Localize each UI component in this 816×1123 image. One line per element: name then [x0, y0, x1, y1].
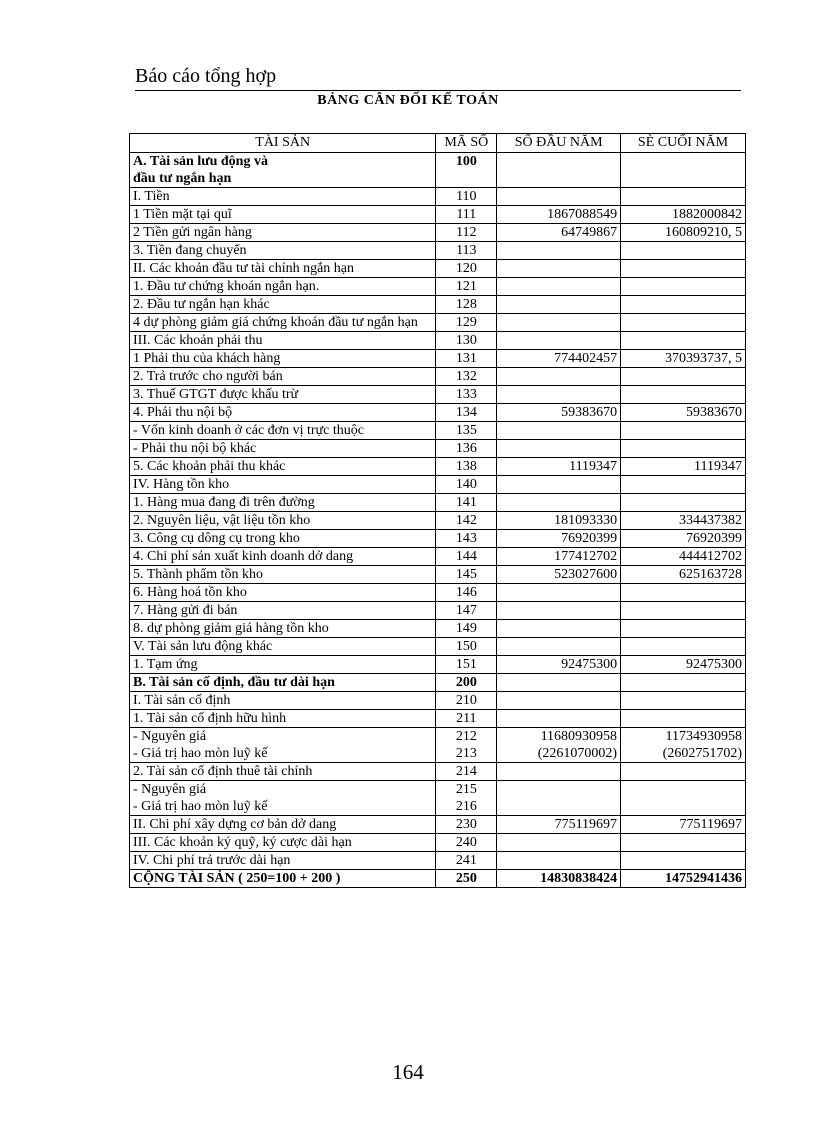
cell-code: 250 [436, 870, 497, 888]
cell-start-of-year [497, 296, 621, 314]
cell-start-of-year [497, 763, 621, 781]
table-row [130, 296, 746, 314]
cell-end-of-year [621, 332, 746, 350]
table-row [130, 206, 746, 224]
cell-code: 210 [436, 692, 497, 710]
cell-code: 241 [436, 852, 497, 870]
cell-code: 141 [436, 494, 497, 512]
cell-item: - Nguyên giá - Giá trị hao mòn luỹ kế [130, 781, 436, 816]
cell-code: 200 [436, 674, 497, 692]
table-row [130, 548, 746, 566]
cell-start-of-year: 92475300 [497, 656, 621, 674]
cell-code: 230 [436, 816, 497, 834]
cell-start-of-year: 181093330 [497, 512, 621, 530]
cell-code: 134 [436, 404, 497, 422]
cell-item: 7. Hàng gửi đi bán [130, 602, 436, 620]
table-row [130, 566, 746, 584]
cell-item: 1. Hàng mua đang đi trên đường [130, 494, 436, 512]
cell-item: II. Chi phí xây dựng cơ bản dở dang [130, 816, 436, 834]
cell-start-of-year: 59383670 [497, 404, 621, 422]
cell-start-of-year [497, 188, 621, 206]
cell-item: 4 dự phòng giảm giá chứng khoán đầu tư ngắn hạn [130, 314, 436, 332]
table-row [130, 781, 746, 816]
cell-end-of-year [621, 188, 746, 206]
table-row [130, 224, 746, 242]
cell-end-of-year [621, 260, 746, 278]
cell-start-of-year [497, 260, 621, 278]
cell-start-of-year [497, 494, 621, 512]
cell-end-of-year [621, 710, 746, 728]
cell-end-of-year [621, 763, 746, 781]
cell-item: 6. Hàng hoá tồn kho [130, 584, 436, 602]
table-row [130, 332, 746, 350]
cell-item: V. Tài sản lưu động khác [130, 638, 436, 656]
column-header-end-of-year: SÈ CUỐI NĂM [621, 134, 746, 153]
cell-end-of-year [621, 278, 746, 296]
cell-item: III. Các khoản ký quỹ, ký cược dài hạn [130, 834, 436, 852]
table-row [130, 692, 746, 710]
cell-start-of-year: 1867088549 [497, 206, 621, 224]
cell-code: 131 [436, 350, 497, 368]
cell-start-of-year [497, 422, 621, 440]
cell-end-of-year [621, 602, 746, 620]
cell-item: 2. Nguyên liệu, vật liệu tồn kho [130, 512, 436, 530]
cell-item: 3. Thuế GTGT được khấu trừ [130, 386, 436, 404]
cell-code: 146 [436, 584, 497, 602]
table-row [130, 728, 746, 763]
cell-end-of-year: 370393737, 5 [621, 350, 746, 368]
cell-code: 136 [436, 440, 497, 458]
cell-start-of-year [497, 781, 621, 816]
cell-code: 113 [436, 242, 497, 260]
cell-code: 133 [436, 386, 497, 404]
cell-start-of-year [497, 314, 621, 332]
cell-start-of-year [497, 332, 621, 350]
cell-item: 4. Chi phí sản xuất kinh doanh dở dang [130, 548, 436, 566]
table-row [130, 350, 746, 368]
cell-start-of-year [497, 834, 621, 852]
column-header-start-of-year: SỐ ĐẦU NĂM [497, 134, 621, 153]
table-row [130, 242, 746, 260]
cell-end-of-year: 14752941436 [621, 870, 746, 888]
cell-code: 149 [436, 620, 497, 638]
cell-item: IV. Chi phí trả trước dài hạn [130, 852, 436, 870]
cell-start-of-year [497, 602, 621, 620]
cell-end-of-year [621, 386, 746, 404]
cell-item: 2. Tài sản cố định thuê tài chính [130, 763, 436, 781]
cell-start-of-year: 775119697 [497, 816, 621, 834]
cell-start-of-year [497, 440, 621, 458]
cell-item: - Nguyên giá - Giá trị hao mòn luỹ kế [130, 728, 436, 763]
cell-end-of-year [621, 422, 746, 440]
cell-item: 8. dự phòng giảm giá hàng tồn kho [130, 620, 436, 638]
cell-start-of-year [497, 368, 621, 386]
table-row [130, 638, 746, 656]
cell-item: 5. Các khoản phải thu khác [130, 458, 436, 476]
cell-code: 140 [436, 476, 497, 494]
cell-end-of-year: 11734930958 (2602751702) [621, 728, 746, 763]
cell-item: IV. Hàng tồn kho [130, 476, 436, 494]
cell-end-of-year [621, 494, 746, 512]
cell-start-of-year [497, 638, 621, 656]
cell-end-of-year [621, 242, 746, 260]
table-row [130, 260, 746, 278]
cell-end-of-year: 334437382 [621, 512, 746, 530]
cell-code: 110 [436, 188, 497, 206]
cell-start-of-year: 64749867 [497, 224, 621, 242]
cell-item: - Vốn kinh doanh ở các đơn vị trực thuộc [130, 422, 436, 440]
cell-item: II. Các khoản đầu tư tài chính ngắn hạn [130, 260, 436, 278]
table-row [130, 870, 746, 888]
cell-end-of-year [621, 296, 746, 314]
table-row [130, 512, 746, 530]
cell-start-of-year [497, 710, 621, 728]
cell-item: 4. Phải thu nội bộ [130, 404, 436, 422]
cell-end-of-year: 444412702 [621, 548, 746, 566]
cell-item: B. Tài sản cố định, đầu tư dài hạn [130, 674, 436, 692]
cell-item: 1. Tạm ứng [130, 656, 436, 674]
cell-start-of-year: 11680930958 (2261070002) [497, 728, 621, 763]
cell-start-of-year [497, 476, 621, 494]
table-row [130, 188, 746, 206]
cell-code: 121 [436, 278, 497, 296]
cell-code: 215 216 [436, 781, 497, 816]
cell-end-of-year [621, 440, 746, 458]
cell-end-of-year [621, 620, 746, 638]
cell-code: 151 [436, 656, 497, 674]
cell-start-of-year: 774402457 [497, 350, 621, 368]
cell-start-of-year: 177412702 [497, 548, 621, 566]
cell-code: 214 [436, 763, 497, 781]
cell-end-of-year [621, 638, 746, 656]
document-title: BẢNG CÂN ĐỐI KẾ TOÁN [317, 93, 499, 108]
cell-code: 143 [436, 530, 497, 548]
cell-end-of-year [621, 476, 746, 494]
cell-code: 240 [436, 834, 497, 852]
table-header-row [130, 134, 746, 153]
table-row [130, 602, 746, 620]
cell-item: III. Các khoản phải thu [130, 332, 436, 350]
cell-code: 129 [436, 314, 497, 332]
cell-item: 1. Tài sản cố định hữu hình [130, 710, 436, 728]
table-row [130, 584, 746, 602]
cell-item: A. Tài sản lưu động và đầu tư ngắn hạn [130, 153, 436, 188]
header-divider [135, 90, 741, 91]
cell-end-of-year: 59383670 [621, 404, 746, 422]
cell-code: 132 [436, 368, 497, 386]
table-row [130, 763, 746, 781]
cell-start-of-year [497, 153, 621, 188]
table-row [130, 476, 746, 494]
cell-code: 212 213 [436, 728, 497, 763]
cell-code: 130 [436, 332, 497, 350]
cell-end-of-year: 775119697 [621, 816, 746, 834]
cell-end-of-year [621, 852, 746, 870]
cell-item: 5. Thành phẩm tồn kho [130, 566, 436, 584]
table-row [130, 816, 746, 834]
cell-start-of-year: 523027600 [497, 566, 621, 584]
cell-start-of-year [497, 584, 621, 602]
table-row [130, 710, 746, 728]
table-row [130, 153, 746, 188]
cell-code: 150 [436, 638, 497, 656]
cell-item: 2. Đầu tư ngắn hạn khác [130, 296, 436, 314]
table-row [130, 834, 746, 852]
cell-code: 211 [436, 710, 497, 728]
table-row [130, 314, 746, 332]
cell-item: CỘNG TÀI SẢN ( 250=100 + 200 ) [130, 870, 436, 888]
cell-end-of-year [621, 314, 746, 332]
table-row [130, 278, 746, 296]
table-row [130, 440, 746, 458]
cell-start-of-year: 76920399 [497, 530, 621, 548]
table-row [130, 404, 746, 422]
table-row [130, 620, 746, 638]
cell-end-of-year: 625163728 [621, 566, 746, 584]
cell-code: 138 [436, 458, 497, 476]
cell-start-of-year [497, 242, 621, 260]
page-number: 164 [392, 1060, 424, 1084]
cell-start-of-year [497, 386, 621, 404]
table-row [130, 422, 746, 440]
cell-end-of-year: 92475300 [621, 656, 746, 674]
cell-code: 111 [436, 206, 497, 224]
cell-item: I. Tiền [130, 188, 436, 206]
table-row [130, 458, 746, 476]
table-body [130, 153, 746, 888]
table-row [130, 530, 746, 548]
cell-item: I. Tài sản cố định [130, 692, 436, 710]
cell-code: 144 [436, 548, 497, 566]
cell-start-of-year [497, 620, 621, 638]
cell-end-of-year [621, 781, 746, 816]
table-row [130, 656, 746, 674]
cell-item: 3. Công cụ dông cụ trong kho [130, 530, 436, 548]
cell-start-of-year: 14830838424 [497, 870, 621, 888]
cell-code: 112 [436, 224, 497, 242]
cell-end-of-year [621, 584, 746, 602]
cell-code: 145 [436, 566, 497, 584]
cell-code: 128 [436, 296, 497, 314]
cell-code: 135 [436, 422, 497, 440]
cell-start-of-year [497, 278, 621, 296]
cell-item: 1 Tiền mặt tại quĩ [130, 206, 436, 224]
cell-code: 100 [436, 153, 497, 188]
cell-start-of-year [497, 674, 621, 692]
cell-end-of-year: 160809210, 5 [621, 224, 746, 242]
table-row [130, 674, 746, 692]
cell-end-of-year [621, 368, 746, 386]
cell-end-of-year [621, 674, 746, 692]
cell-end-of-year: 76920399 [621, 530, 746, 548]
balance-sheet-table [129, 133, 746, 888]
cell-item: 1 Phải thu của khách hàng [130, 350, 436, 368]
table-row [130, 386, 746, 404]
cell-start-of-year [497, 692, 621, 710]
cell-start-of-year [497, 852, 621, 870]
cell-end-of-year: 1882000842 [621, 206, 746, 224]
column-header-code: MÃ SỐ [436, 134, 497, 153]
table-row [130, 494, 746, 512]
report-header-title: Báo cáo tổng hợp [135, 65, 277, 87]
table-row [130, 852, 746, 870]
cell-code: 142 [436, 512, 497, 530]
cell-start-of-year: 1119347 [497, 458, 621, 476]
cell-end-of-year [621, 834, 746, 852]
cell-item: - Phải thu nội bộ khác [130, 440, 436, 458]
cell-code: 120 [436, 260, 497, 278]
table-row [130, 368, 746, 386]
cell-end-of-year [621, 692, 746, 710]
cell-item: 2 Tiền gửi ngân hàng [130, 224, 436, 242]
cell-end-of-year [621, 153, 746, 188]
cell-end-of-year: 1119347 [621, 458, 746, 476]
column-header-assets: TÀI SẢN [130, 134, 436, 153]
cell-item: 1. Đầu tư chứng khoán ngắn hạn. [130, 278, 436, 296]
cell-code: 147 [436, 602, 497, 620]
cell-item: 2. Trả trước cho người bán [130, 368, 436, 386]
cell-item: 3. Tiền đang chuyển [130, 242, 436, 260]
